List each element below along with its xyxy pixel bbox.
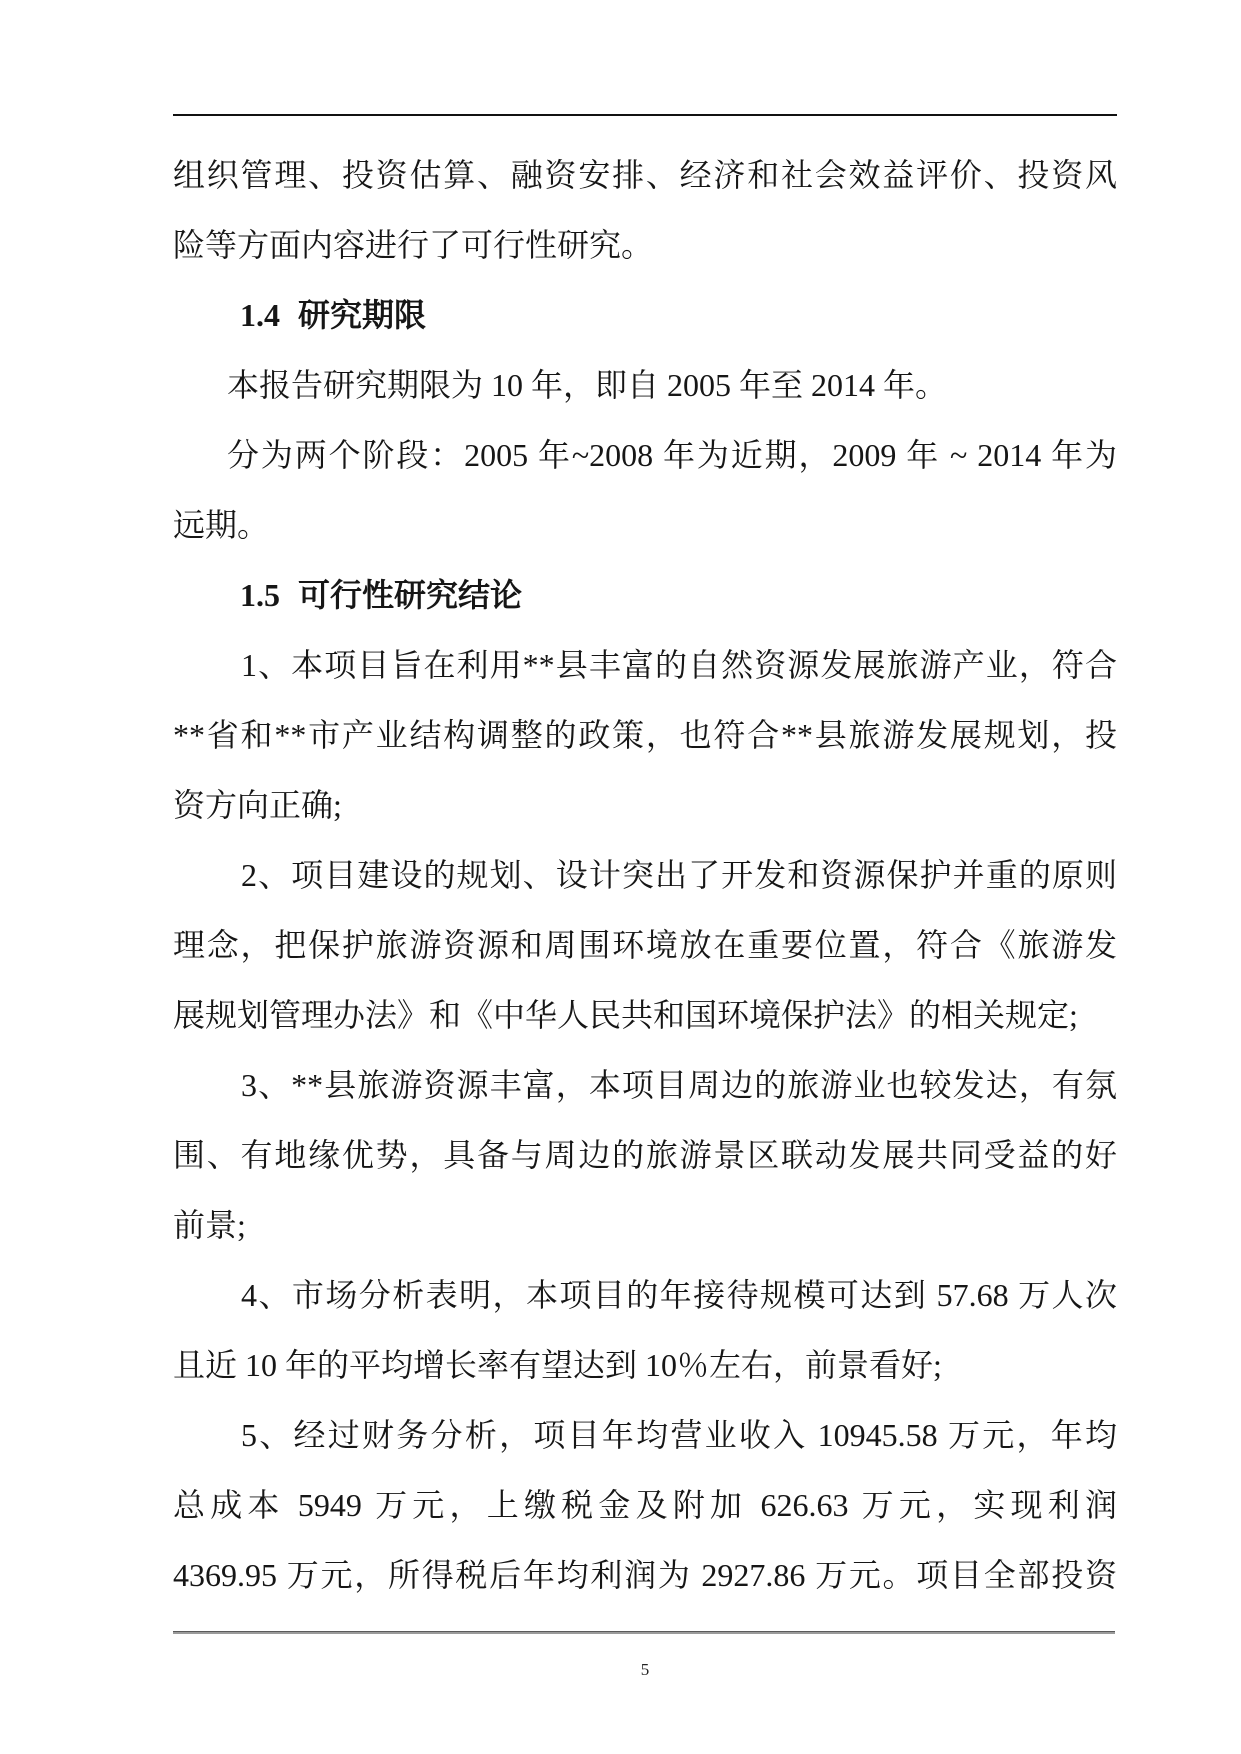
text-line: 总成本 5949 万元，上缴税金及附加 626.63 万元，实现利润	[173, 1487, 1117, 1523]
text-line: 分为两个阶段：2005 年~2008 年为近期，2009 年 ~ 2014 年为	[227, 437, 1117, 473]
section-heading	[173, 280, 1117, 350]
text-line: 4369.95 万元，所得税后年均利润为 2927.86 万元。项目全部投资	[173, 1557, 1117, 1593]
text-line: 2、项目建设的规划、设计突出了开发和资源保护并重的原则	[241, 857, 1117, 893]
section-number: 1.5	[240, 577, 280, 613]
conclusion-item	[173, 1050, 1117, 1260]
page-body	[173, 140, 1117, 1610]
section-number: 1.4	[240, 297, 280, 333]
text-line: 展规划管理办法》和《中华人民共和国环境保护法》的相关规定;	[173, 997, 1078, 1033]
text-line: 资方向正确;	[173, 787, 342, 823]
text-line: **省和**市产业结构调整的政策，也符合**县旅游发展规划，投	[173, 717, 1117, 753]
text-line: 且近 10 年的平均增长率有望达到 10％左右，前景看好;	[173, 1347, 942, 1383]
continued-paragraph	[173, 140, 1117, 280]
section-heading	[173, 560, 1117, 630]
text-line: 5、经过财务分析，项目年均营业收入 10945.58 万元，年均	[241, 1417, 1117, 1453]
text-line: 本报告研究期限为 10 年，即自 2005 年至 2014 年。	[227, 367, 948, 403]
section-title: 研究期限	[298, 297, 427, 333]
text-line: 3、**县旅游资源丰富，本项目周边的旅游业也较发达，有氛	[241, 1067, 1117, 1103]
footer-rule	[173, 1631, 1115, 1634]
paragraph	[173, 420, 1117, 560]
text-line: 前景;	[173, 1207, 246, 1243]
text-line: 1、本项目旨在利用**县丰富的自然资源发展旅游产业，符合	[241, 647, 1117, 683]
conclusion-item	[173, 1260, 1117, 1400]
text-line: 组织管理、投资估算、融资安排、经济和社会效益评价、投资风	[173, 157, 1117, 193]
text-line: 4、市场分析表明，本项目的年接待规模可达到 57.68 万人次	[241, 1277, 1117, 1313]
text-line: 围、有地缘优势，具备与周边的旅游景区联动发展共同受益的好	[173, 1137, 1117, 1173]
text-line: 理念，把保护旅游资源和周围环境放在重要位置，符合《旅游发	[173, 927, 1117, 963]
section-title: 可行性研究结论	[298, 577, 523, 613]
text-line: 险等方面内容进行了可行性研究。	[173, 227, 654, 263]
text-line: 远期。	[173, 507, 270, 543]
paragraph	[173, 350, 1117, 420]
conclusion-item	[173, 630, 1117, 840]
page-number: 5	[640, 1660, 650, 1679]
header-rule	[173, 114, 1117, 116]
conclusion-item	[173, 1400, 1117, 1610]
conclusion-item	[173, 840, 1117, 1050]
